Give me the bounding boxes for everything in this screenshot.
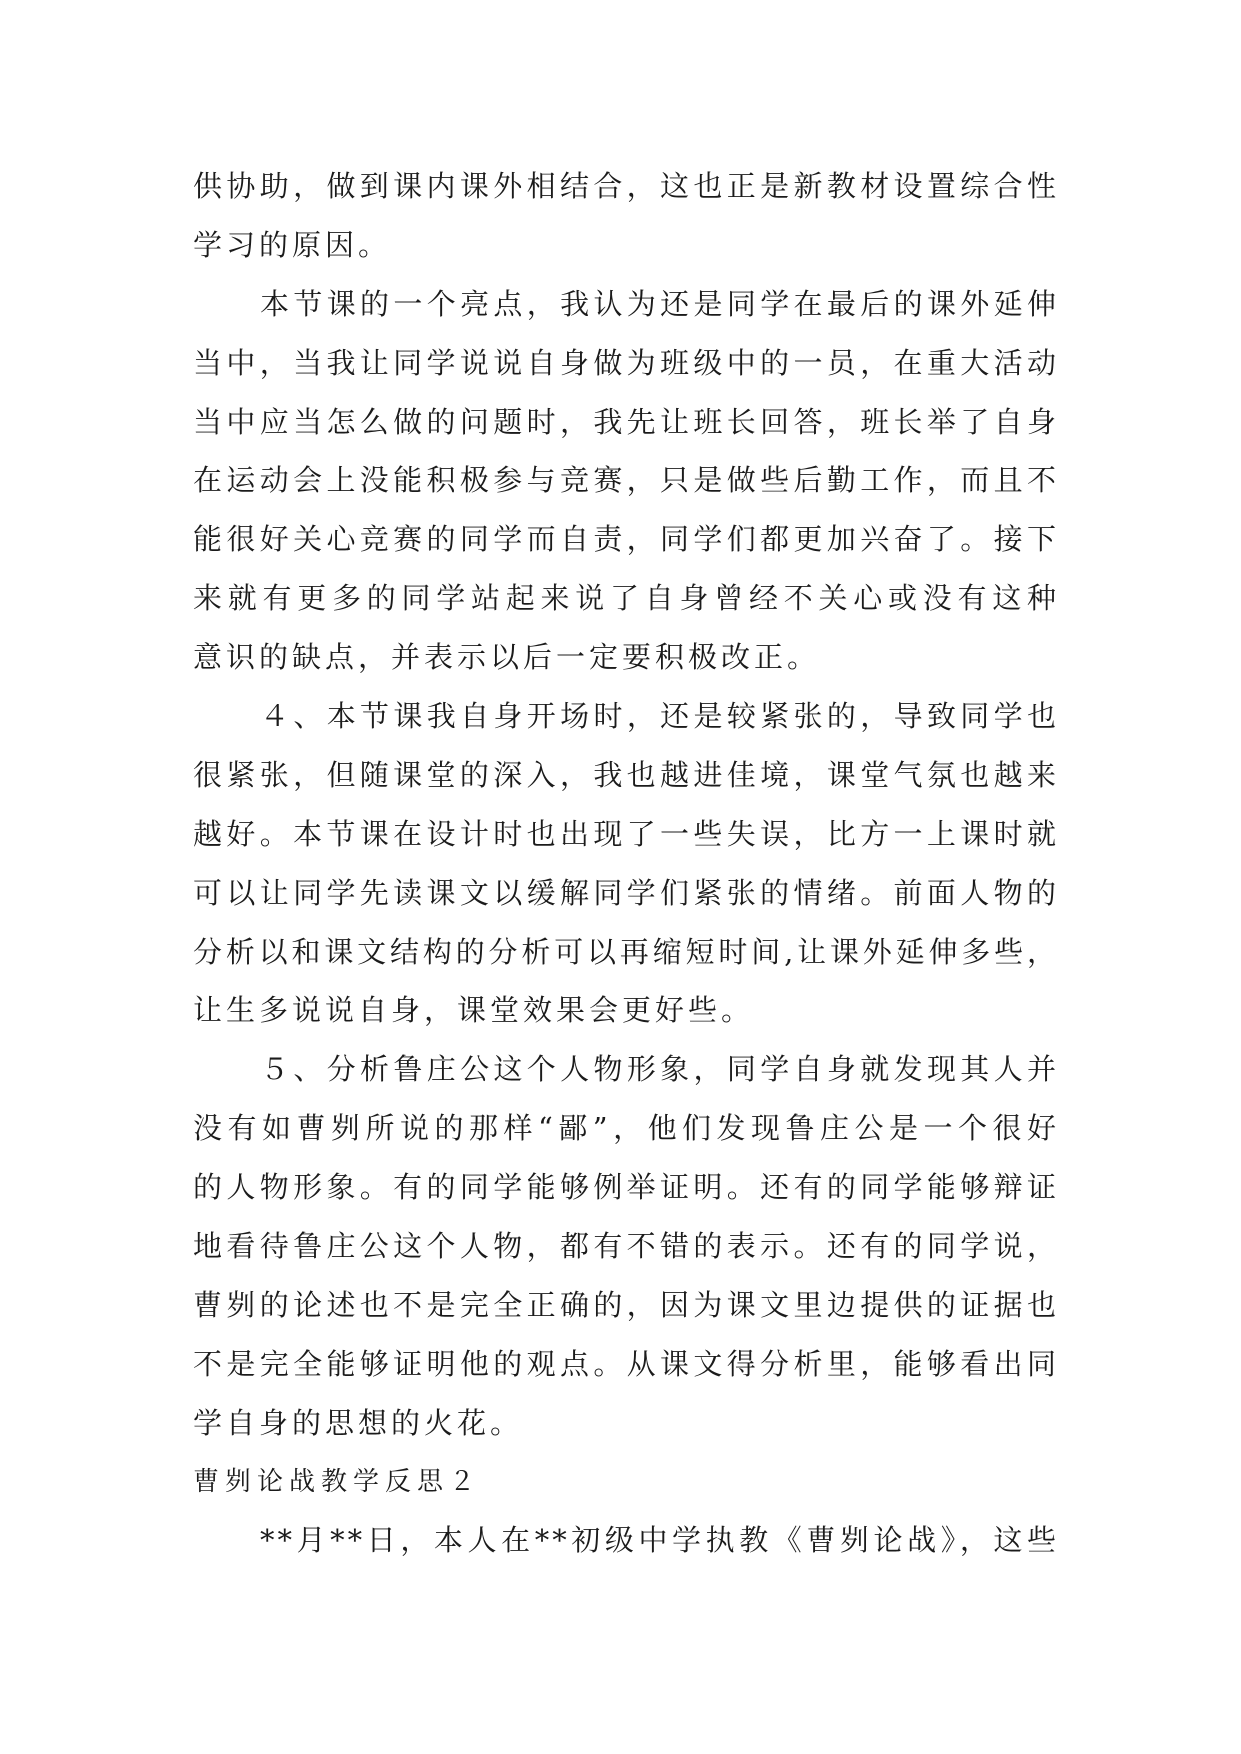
text-line: 来就有更多的同学站起来说了自身曾经不关心或没有这种 <box>193 581 1059 616</box>
text-line: 不是完全能够证明他的观点。从课文得分析里，能够看出同 <box>193 1346 1059 1381</box>
text-line: 让生多说说自身，课堂效果会更好些。 <box>193 993 755 1028</box>
paragraph <box>193 1511 1059 1570</box>
text-line: **月**日，本人在**初级中学执教《曹刿论战》，这些 <box>260 1523 1059 1558</box>
text-line: 分析以和课文结构的分析可以再缩短时间,让课外延伸多些， <box>193 934 1059 969</box>
text-line: 当中，当我让同学说说自身做为班级中的一员，在重大活动 <box>193 345 1059 380</box>
text-line: 曹刿的论述也不是完全正确的，因为课文里边提供的证据也 <box>193 1287 1059 1322</box>
text-line: 供协助，做到课内课外相结合，这也正是新教材设置综合性 <box>193 169 1059 203</box>
paragraph <box>193 275 1059 687</box>
text-line: ５、分析鲁庄公这个人物形象，同学自身就发现其人并 <box>260 1052 1059 1087</box>
text-line: ４、本节课我自身开场时，还是较紧张的，导致同学也 <box>260 699 1059 734</box>
text-line: 能很好关心竞赛的同学而自责，同学们都更加兴奋了。接下 <box>193 522 1059 557</box>
text-line: 当中应当怎么做的问题时，我先让班长回答，班长举了自身 <box>193 404 1059 439</box>
paragraph <box>193 157 1059 275</box>
text-line: 越好。本节课在设计时也出现了一些失误，比方一上课时就 <box>193 816 1059 851</box>
text-line: 在运动会上没能积极参与竞赛，只是做些后勤工作，而且不 <box>193 463 1059 498</box>
text-line: 可以让同学先读课文以缓解同学们紧张的情绪。前面人物的 <box>193 875 1059 910</box>
text-line: 没有如曹刿所说的那样“鄙”，他们发现鲁庄公是一个很好 <box>193 1111 1059 1146</box>
text-line: 地看待鲁庄公这个人物，都有不错的表示。还有的同学说， <box>193 1229 1059 1264</box>
text-line: 意识的缺点，并表示以后一定要积极改正。 <box>193 640 821 675</box>
text-line: 学自身的思想的火花。 <box>193 1405 524 1440</box>
text-line: 很紧张，但随课堂的深入，我也越进佳境，课堂气氛也越来 <box>193 757 1059 792</box>
text-line: 的人物形象。有的同学能够例举证明。还有的同学能够辩证 <box>193 1170 1059 1205</box>
paragraph <box>193 1040 1059 1452</box>
document-body <box>193 157 1059 1570</box>
section-title: 曹刿论战教学反思２ <box>193 1466 482 1497</box>
text-line: 本节课的一个亮点，我认为还是同学在最后的课外延伸 <box>260 286 1059 321</box>
text-line: 学习的原因。 <box>193 227 392 262</box>
paragraph <box>193 687 1059 1040</box>
